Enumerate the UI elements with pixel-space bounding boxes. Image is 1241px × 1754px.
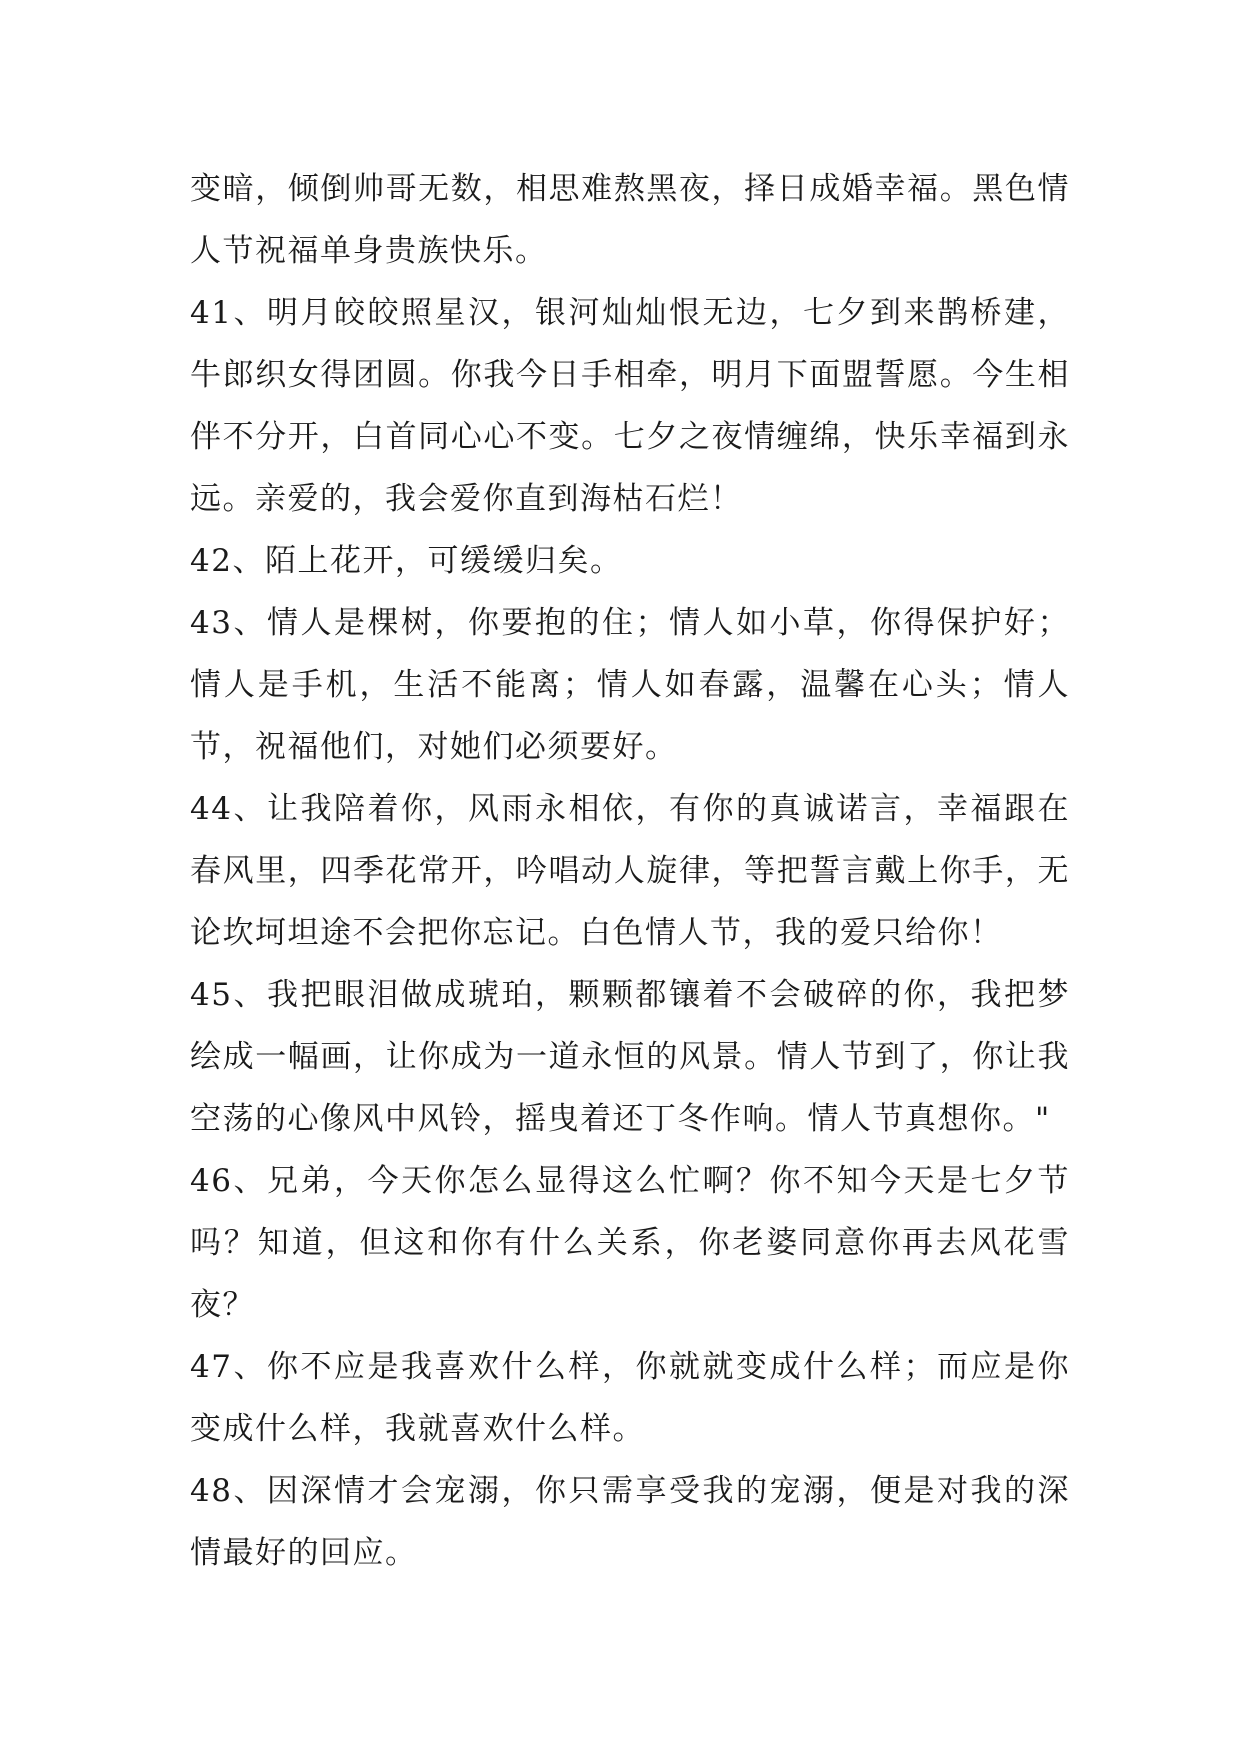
paragraph-44: 44、让我陪着你，风雨永相依，有你的真诚诺言，幸福跟在春风里，四季花常开，吟唱动人旋律，等把誓言戴上你手，无论坎坷坦途不会把你忘记。白色情人节，我的爱只给你！ (190, 791, 1070, 951)
paragraph-46: 46、兄弟，今天你怎么显得这么忙啊？你不知今天是七夕节吗？知道，但这和你有什么关系，你老婆同意你再去风花雪夜？ (190, 1163, 1070, 1323)
paragraph-48: 48、因深情才会宠溺，你只需享受我的宠溺，便是对我的深情最好的回应。 (190, 1473, 1070, 1571)
document-body (190, 158, 1070, 1584)
paragraph-continued: 变暗，倾倒帅哥无数，相思难熬黑夜，择日成婚幸福。黑色情人节祝福单身贵族快乐。 (190, 171, 1070, 269)
paragraph-42: 42、陌上花开，可缓缓归矣。 (190, 543, 623, 579)
paragraph-41: 41、明月皎皎照星汉，银河灿灿恨无边，七夕到来鹊桥建，牛郎织女得团圆。你我今日手相牵，明月下面盟誓愿。今生相伴不分开，白首同心心不变。七夕之夜情缠绵，快乐幸福到永远。亲爱的，我会爱你直到海枯石烂！ (190, 295, 1070, 517)
paragraph-43: 43、情人是棵树，你要抱的住；情人如小草，你得保护好；情人是手机，生活不能离；情人如春露，温馨在心头；情人节，祝福他们，对她们必须要好。 (190, 605, 1070, 765)
paragraph-47: 47、你不应是我喜欢什么样，你就就变成什么样；而应是你变成什么样，我就喜欢什么样。 (190, 1349, 1070, 1447)
paragraph-45: 45、我把眼泪做成琥珀，颗颗都镶着不会破碎的你，我把梦绘成一幅画，让你成为一道永恒的风景。情人节到了，你让我空荡的心像风中风铃，摇曳着还丁冬作响。情人节真想你。" (190, 977, 1070, 1137)
